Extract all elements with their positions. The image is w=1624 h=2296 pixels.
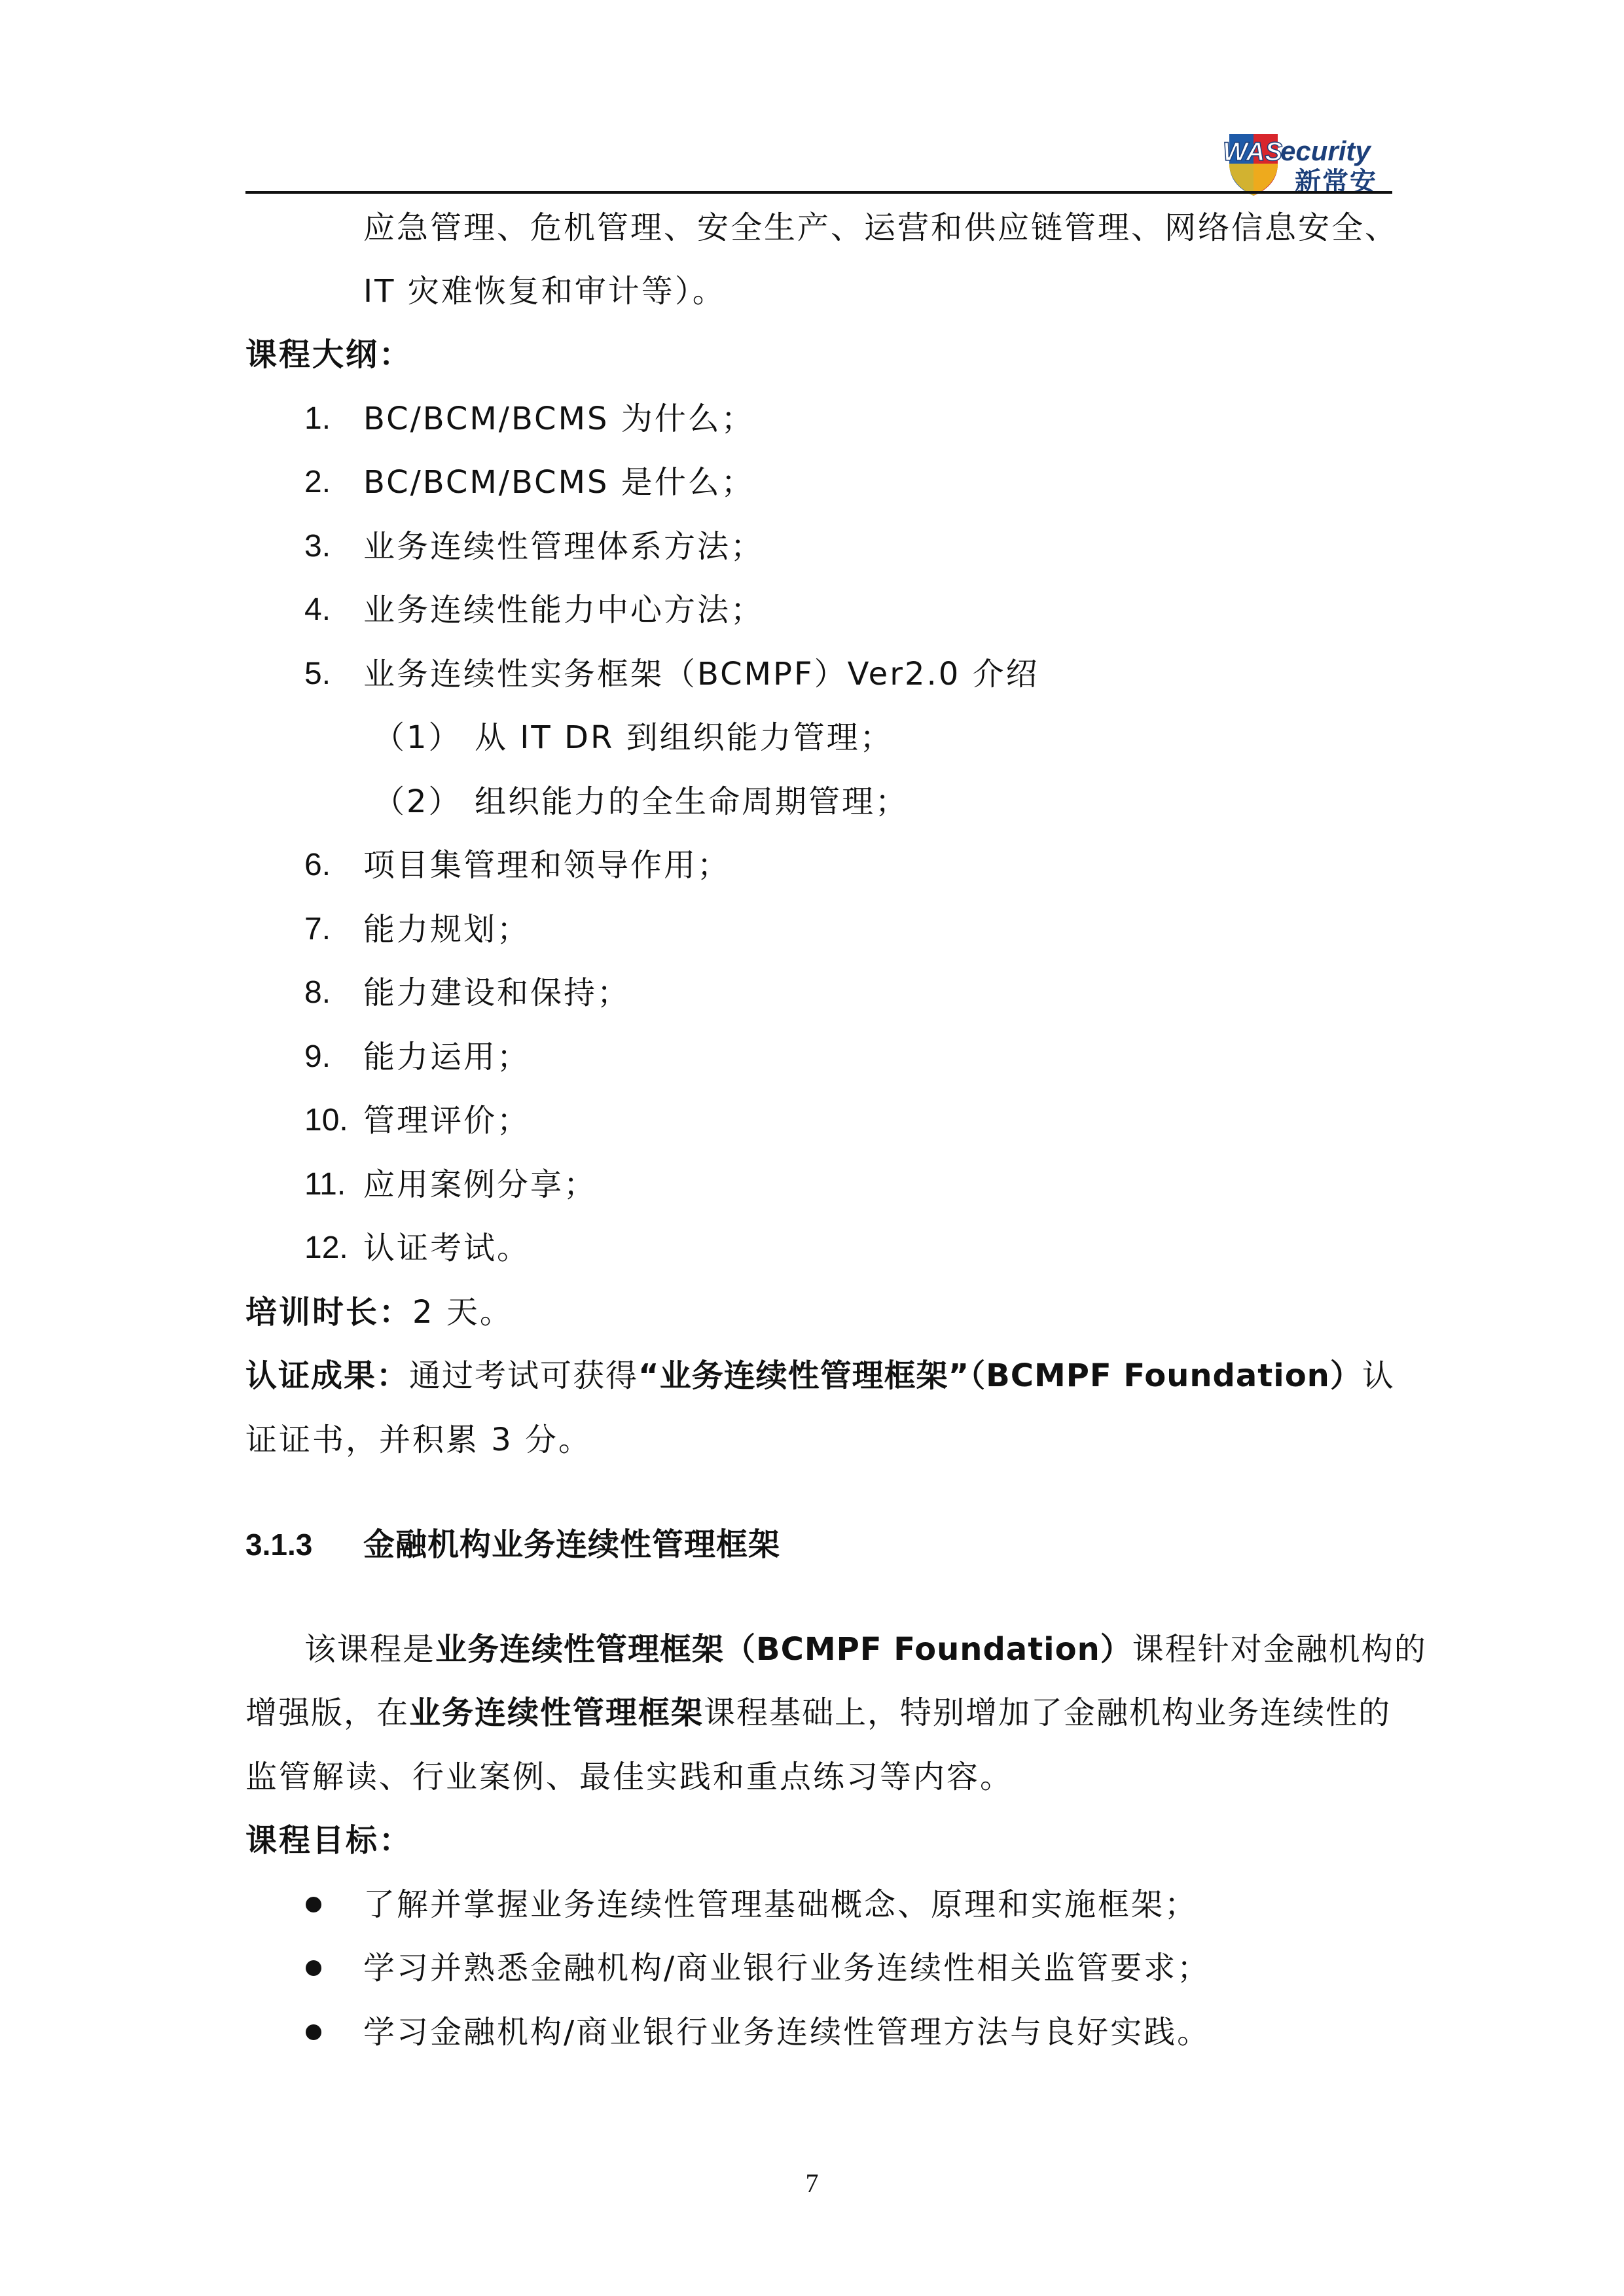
outline-item: 能力运用； — [363, 1039, 531, 1075]
bullet-icon — [306, 1960, 321, 1976]
outline-subitem-number: （2） — [373, 783, 462, 820]
outline-subitem: 从 IT DR 到组织能力管理； — [475, 719, 893, 756]
outline-item: 管理评价； — [363, 1102, 531, 1139]
paragraph-text: 课程针对金融机构的 — [1132, 1631, 1427, 1668]
bullet-icon — [306, 2024, 321, 2040]
outline-item: 业务连续性能力中心方法； — [363, 592, 765, 628]
certification-text-a: 通过考试可获得 — [409, 1357, 639, 1394]
outline-item-number: 4. — [304, 592, 331, 627]
objective-item: 了解并掌握业务连续性管理基础概念、原理和实施框架； — [363, 1886, 1199, 1923]
certification-text-b: 认 — [1362, 1357, 1395, 1394]
paragraph-line-2 — [245, 1693, 1391, 1732]
paragraph-text: 该课程是 — [304, 1631, 436, 1668]
wasecurity-logo — [1218, 128, 1401, 200]
logo-was-text: WAS — [1223, 137, 1283, 166]
outline-item-number: 11. — [304, 1167, 346, 1202]
logo-ecurity-text: ecurity — [1280, 135, 1371, 166]
outline-item-number: 6. — [304, 848, 331, 882]
outline-item: BC/BCM/BCMS 为什么； — [363, 401, 755, 437]
intro-line-1: 应急管理、危机管理、安全生产、运营和供应链管理、网络信息安全、 — [363, 209, 1399, 246]
outline-item-number: 3. — [304, 529, 331, 564]
bullet-icon — [306, 1897, 321, 1912]
outline-label: 课程大纲： — [245, 336, 413, 373]
outline-item: 项目集管理和领导作用； — [363, 847, 731, 884]
outline-item: 应用案例分享； — [363, 1166, 598, 1203]
outline-item-number: 9. — [304, 1039, 331, 1074]
section-title: 金融机构业务连续性管理框架 — [363, 1526, 781, 1563]
outline-item: 认证考试。 — [363, 1230, 531, 1266]
objective-item: 学习金融机构/商业银行业务连续性管理方法与良好实践。 — [363, 2014, 1211, 2051]
outline-item-number: 7. — [304, 912, 331, 946]
outline-item-number: 1. — [304, 401, 331, 436]
objective-item: 学习并熟悉金融机构/商业银行业务连续性相关监管要求； — [363, 1950, 1211, 1986]
logo-chinese-text: 新常安 — [1295, 167, 1377, 197]
certification-label: 认证成果： — [245, 1357, 410, 1394]
certification-line-2: 证证书，并积累 3 分。 — [245, 1422, 592, 1458]
outline-item-number: 10. — [304, 1103, 348, 1138]
outline-item: BC/BCM/BCMS 是什么； — [363, 464, 755, 501]
outline-item-number: 8. — [304, 975, 331, 1010]
duration-line — [245, 1293, 513, 1332]
outline-item: 业务连续性实务框架（BCMPF）Ver2.0 介绍 — [363, 656, 1039, 692]
paragraph-line-1 — [304, 1630, 1427, 1669]
page-number: 7 — [805, 2168, 819, 2198]
paragraph-text: 课程基础上，特别增加了金融机构业务连续性的 — [704, 1695, 1392, 1731]
paragraph-line-3: 监管解读、行业案例、最佳实践和重点练习等内容。 — [245, 1759, 1014, 1795]
intro-line-2: IT 灾难恢复和审计等）。 — [363, 273, 726, 310]
section-number: 3.1.3 — [245, 1528, 313, 1562]
certification-highlight: “业务连续性管理框架”（BCMPF Foundation） — [638, 1357, 1362, 1394]
outline-item-number: 2. — [304, 465, 331, 499]
paragraph-bold-text: 业务连续性管理框架（BCMPF Foundation） — [435, 1631, 1132, 1668]
header-rule — [245, 191, 1392, 194]
duration-label: 培训时长： — [245, 1294, 413, 1331]
outline-item: 业务连续性管理体系方法； — [363, 528, 765, 565]
outline-item: 能力建设和保持； — [363, 975, 631, 1011]
outline-item-number: 5. — [304, 656, 331, 691]
outline-subitem-number: （1） — [373, 719, 462, 756]
outline-item-number: 12. — [304, 1230, 348, 1265]
outline-subitem: 组织能力的全生命周期管理； — [475, 783, 909, 820]
outline-item: 能力规划； — [363, 911, 531, 948]
paragraph-bold-text: 业务连续性管理框架 — [409, 1695, 704, 1731]
duration-value: 2 天。 — [412, 1294, 513, 1331]
certification-line-1 — [245, 1356, 1395, 1395]
objectives-label: 课程目标： — [245, 1822, 413, 1859]
paragraph-text: 增强版，在 — [245, 1695, 410, 1731]
